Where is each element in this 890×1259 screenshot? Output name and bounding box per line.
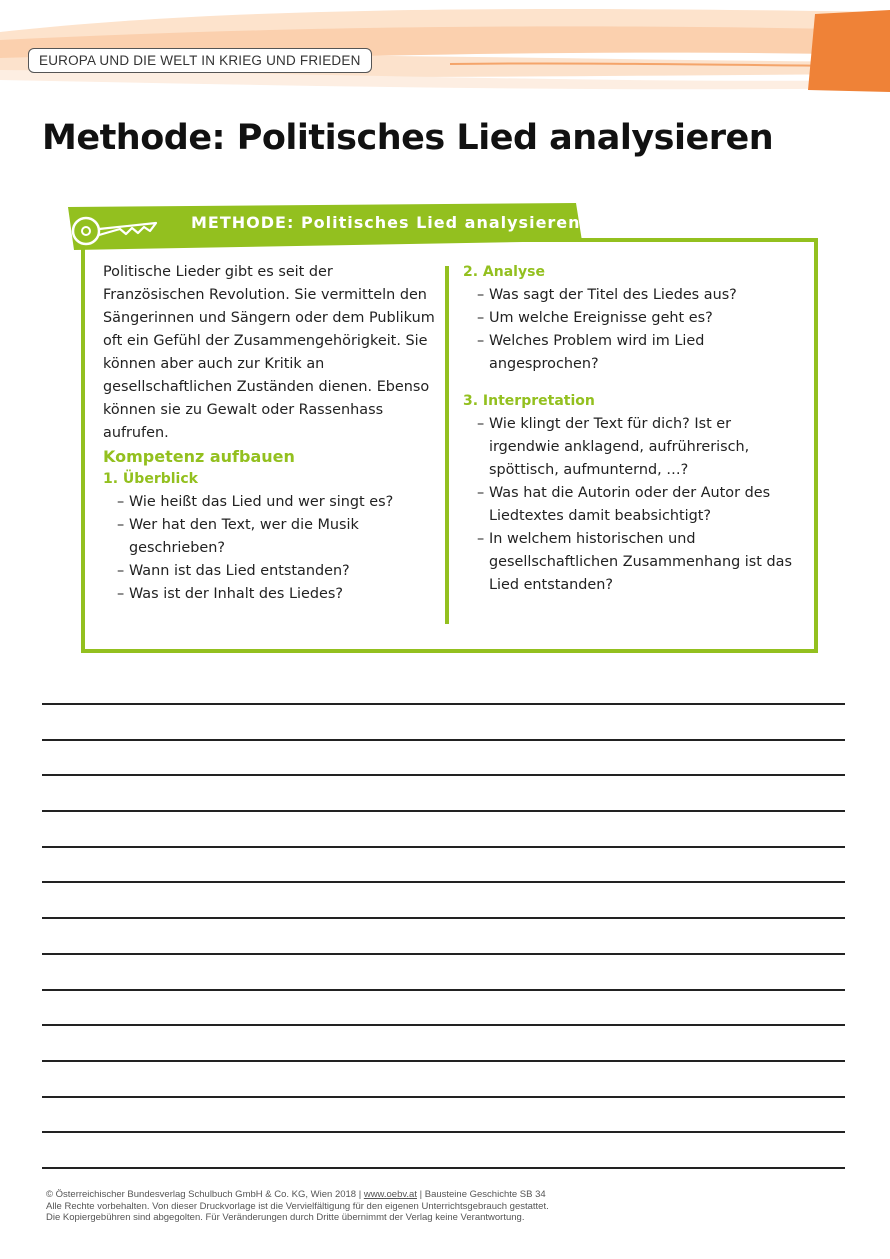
list-item: – Was ist der Inhalt des Liedes? xyxy=(117,583,438,606)
column-divider xyxy=(445,266,449,624)
writing-line[interactable] xyxy=(42,1096,845,1098)
copyright-footer xyxy=(46,1189,846,1224)
section-heading-interpretation: 3. Interpretation xyxy=(463,393,595,409)
writing-line[interactable] xyxy=(42,989,845,991)
section-heading-analysis: 2. Analyse xyxy=(463,264,545,280)
footer-book-ref: | Bausteine Geschichte SB 34 xyxy=(416,1189,546,1200)
writing-line[interactable] xyxy=(42,1131,845,1133)
writing-line[interactable] xyxy=(42,917,845,919)
overview-question-list xyxy=(103,491,438,606)
writing-line[interactable] xyxy=(42,1167,845,1169)
list-item: – Was sagt der Titel des Liedes aus? xyxy=(477,284,793,307)
method-left-column xyxy=(103,261,438,606)
list-item: – Wann ist das Lied entstanden? xyxy=(117,560,438,583)
writing-line[interactable] xyxy=(42,953,845,955)
page-title: Methode: Politisches Lied analysieren xyxy=(42,118,774,158)
list-item: – Was hat die Autorin oder der Autor des Liedtextes damit beabsichtigt? xyxy=(477,482,793,528)
kompetenz-heading: Kompetenz aufbauen xyxy=(103,447,295,466)
interpretation-question-list xyxy=(463,413,793,597)
list-item: – In welchem historischen und gesellschaftlichen Zusammenhang ist das Lied entstanden? xyxy=(477,528,793,597)
writing-line[interactable] xyxy=(42,703,845,705)
writing-area[interactable] xyxy=(42,703,845,1203)
key-icon xyxy=(68,207,172,249)
writing-line[interactable] xyxy=(42,846,845,848)
list-item: – Wie heißt das Lied und wer singt es? xyxy=(117,491,438,514)
method-banner-title: METHODE: Politisches Lied analysieren xyxy=(191,213,581,232)
footer-line-3: Die Kopiergebühren sind abgegolten. Für Veränderungen durch Dritte übernimmt der Verlag keine Verantwortung. xyxy=(46,1212,525,1223)
section-heading-overview: 1. Überblick xyxy=(103,471,198,487)
analysis-question-list xyxy=(463,284,793,376)
series-label: EUROPA UND DIE WELT IN KRIEG UND FRIEDEN xyxy=(28,48,372,73)
list-item: – Wie klingt der Text für dich? Ist er irgendwie anklagend, aufrührerisch, spöttisch, aufmunternd, …? xyxy=(477,413,793,482)
writing-line[interactable] xyxy=(42,739,845,741)
list-item: – Wer hat den Text, wer die Musik geschrieben? xyxy=(117,514,438,560)
intro-text: Politische Lieder gibt es seit der Französischen Revolution. Sie vermitteln den Sängerinnen und Sängern oder dem Publikum oft ein Gefühl der Zusammengehörigkeit. Sie können aber auch zur Kritik an gesellschaftlichen Zuständen dienen. Ebenso können sie zu Gewalt oder Rassenhass aufrufen. xyxy=(103,264,435,441)
method-right-column xyxy=(463,261,793,597)
footer-line-1 xyxy=(46,1189,846,1201)
footer-publisher: © Österreichischer Bundesverlag Schulbuch GmbH & Co. KG, Wien 2018 | xyxy=(46,1189,364,1200)
footer-line-2: Alle Rechte vorbehalten. Von dieser Druckvorlage ist die Vervielfältigung für den eigenen Unterrichtsgebrauch gestattet. xyxy=(46,1200,549,1212)
writing-line[interactable] xyxy=(42,1024,845,1026)
writing-line[interactable] xyxy=(42,881,845,883)
writing-line[interactable] xyxy=(42,774,845,776)
list-item: – Um welche Ereignisse geht es? xyxy=(477,307,793,330)
writing-line[interactable] xyxy=(42,1060,845,1062)
publisher-link[interactable]: www.oebv.at xyxy=(363,1189,417,1200)
list-item: – Welches Problem wird im Lied angesprochen? xyxy=(477,330,793,376)
writing-line[interactable] xyxy=(42,810,845,812)
